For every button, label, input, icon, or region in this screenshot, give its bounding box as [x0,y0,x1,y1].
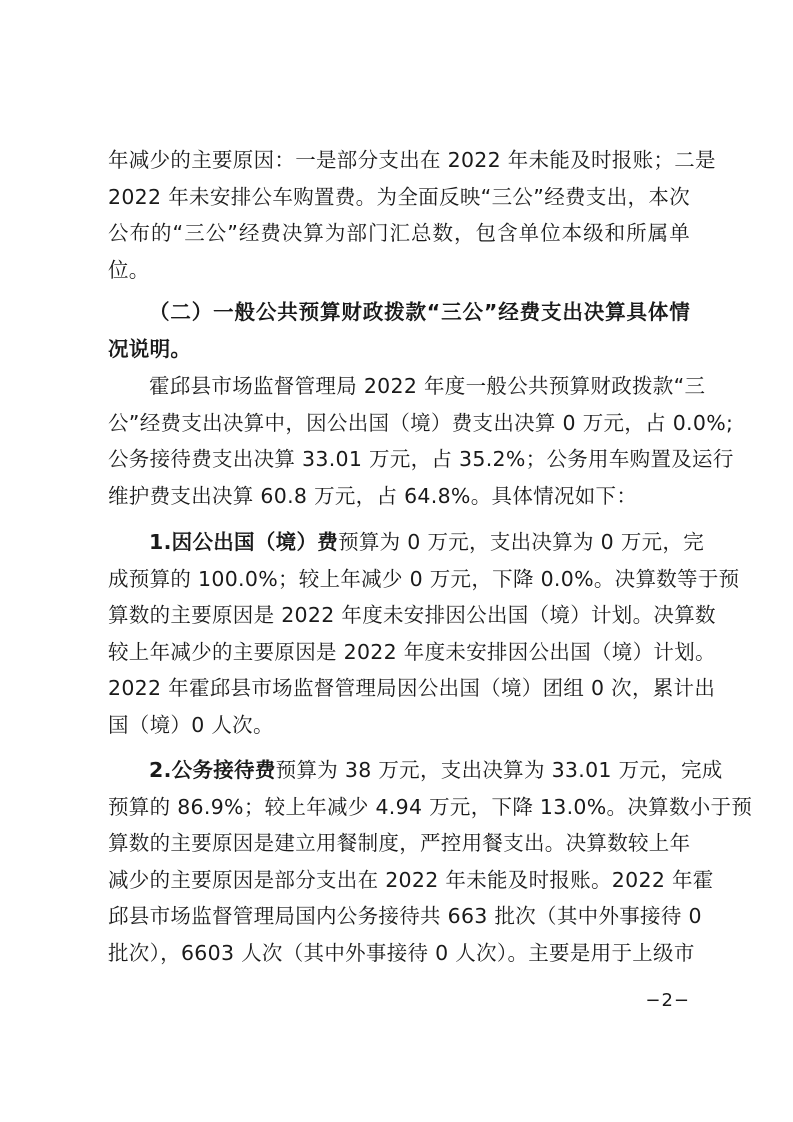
heading-line: （二）一般公共预算财政拨款“三公”经费支出决算具体情 [149,300,690,324]
text-line: 2022 年未安排公车购置费。为全面反映“三公”经费支出，本次 [108,184,690,209]
item-official-reception [108,752,753,972]
text-line: 公”经费支出决算中，因公出国（境）费支出决算 0 万元，占 0.0%; [108,410,734,435]
text-line: 2022 年霍邱县市场监督管理局因公出国（境）团组 0 次，累计出 [108,676,716,701]
text-line: 预算的 86.9%；较上年减少 4.94 万元，下降 13.0%。决算数小于预 [108,794,753,819]
item-overseas-travel [108,524,740,744]
heading-line: 况说明。 [108,336,192,361]
text-line: 国（境）0 人次。 [108,712,274,737]
text-line: 霍邱县市场监督管理局 2022 年度一般公共预算财政拨款“三 [149,374,706,398]
text-line: 公布的“三公”经费决算为部门汇总数，包含单位本级和所属单 [108,221,690,246]
item-text: 预算为 38 万元，支出决算为 33.01 万元，完成 [275,758,723,782]
text-line: 维护费支出决算 60.8 万元，占 64.8%。具体情况如下： [108,483,638,508]
summary-paragraph [108,368,734,514]
text-line: 算数的主要原因是 2022 年度未安排因公出国（境）计划。决算数 [108,603,716,628]
item-label: 1.因公出国（境）费 [149,530,339,554]
text-line [108,752,723,789]
text-line: 较上年减少的主要原因是 2022 年度未安排因公出国（境）计划。 [108,639,716,664]
text-line: 成预算的 100.0%；较上年减少 0 万元，下降 0.0%。决算数等于预 [108,566,740,591]
section-heading [108,294,690,367]
item-text: 预算为 0 万元，支出决算为 0 万元，完 [338,530,705,554]
text-line: 批次），6603 人次（其中外事接待 0 人次）。主要是用于上级市 [108,940,695,965]
text-line: 减少的主要原因是部分支出在 2022 年未能及时报账。2022 年霍 [108,867,714,892]
text-line: 公务接待费支出决算 33.01 万元，占 35.2%；公务用车购置及运行 [108,447,734,472]
text-line: 位。 [108,257,150,282]
text-line [108,524,705,561]
text-line: 算数的主要原因是建立用餐制度，严控用餐支出。决算数较上年 [108,831,691,856]
text-line: 邱县市场监督管理局国内公务接待共 663 批次（其中外事接待 0 [108,904,702,929]
paragraph-continuation [108,142,716,288]
text-line: 年减少的主要原因：一是部分支出在 2022 年未能及时报账；二是 [108,148,716,172]
item-label: 2.公务接待费 [149,758,276,782]
page-number: −2− [645,990,690,1011]
